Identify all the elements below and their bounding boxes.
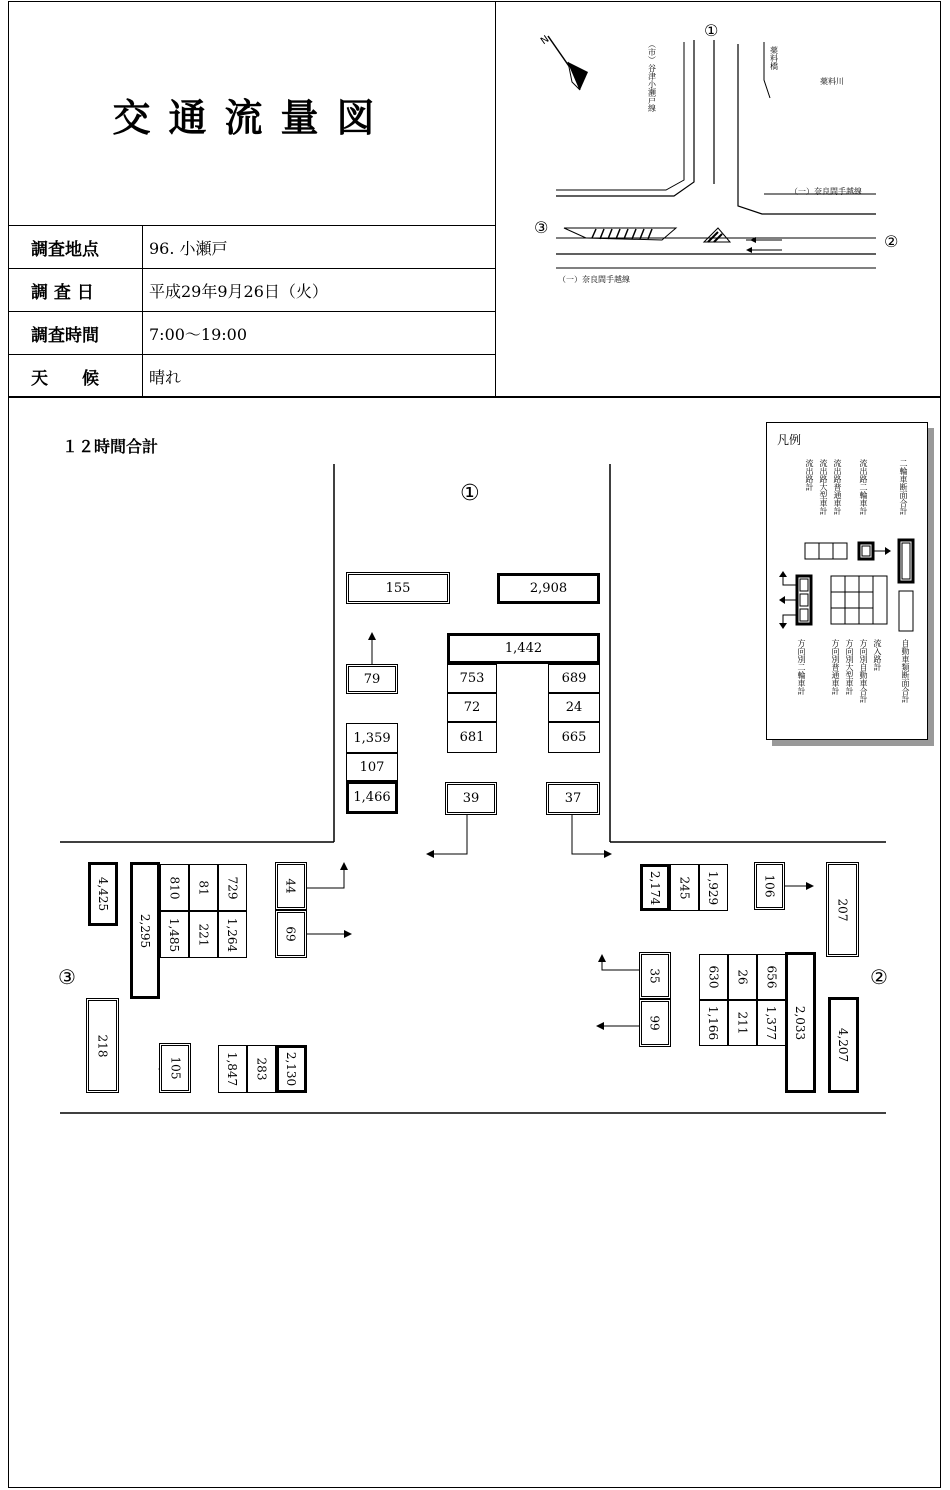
n1-in-total: 1,442 [447,633,600,664]
info-value: 7:00～19:00 [149,325,248,344]
n2-in-cell: 26 [728,954,757,1000]
n2-in-cell: 211 [728,1000,757,1046]
info-label: 天 候 [9,355,143,398]
n2-out-cell: 2,174 [640,864,670,911]
n3-cross-moto: 218 [86,998,119,1093]
legend-label: 流出路大型車計 [819,459,828,515]
north-label: N [538,33,552,48]
info-label: 調査地点 [9,226,143,269]
n2-in-cell: 656 [757,954,786,1000]
section-title: １２時間合計 [62,437,159,456]
n3-in-cell: 221 [189,911,218,958]
legend-label: 方向別大型車計 [845,639,854,695]
legend-label: 流出路計 [805,459,814,491]
legend-label: 方向別自動車合計 [859,639,868,703]
n2-out-cell: 1,929 [699,864,728,911]
n3-in-cell: 729 [218,864,247,911]
n3-in-cell: 1,485 [160,911,189,958]
marker-1-diagram: ① [460,481,480,506]
n1-left-cell: 753 [447,664,497,693]
legend-label: 方向別普通車計 [831,639,840,695]
n3-in-cell: 81 [189,864,218,911]
legend-label: 流出路二輪車計 [859,459,868,515]
marker-2-diagram: ② [870,965,888,989]
n1-right-cell: 24 [548,693,600,722]
legend-title: 凡例 [777,433,802,447]
n3-moto-right: 69 [275,910,307,958]
legend-label: 方向別二輪車計 [797,639,806,695]
n3-in-cell: 810 [160,864,189,911]
n2-cross-total: 4,207 [828,997,859,1093]
n2-in-cell: 1,166 [699,1000,728,1046]
info-value: 晴れ [149,368,182,387]
n1-left-cell: 681 [447,722,497,753]
legend-label: 自動車類断面合計 [901,639,910,703]
n1-moto-right: 37 [546,782,600,815]
n3-cross-total: 4,425 [88,862,118,926]
n1-moto-left: 39 [445,782,497,815]
n1-left-cell: 72 [447,693,497,722]
legend [766,422,928,740]
page-title: 交通流量図 [112,95,393,140]
legend-label: 二輪車断面合計 [899,459,908,515]
n2-out-cell: 245 [670,864,699,911]
legend-label: 流入路計 [873,639,882,671]
info-label: 調 査 日 [9,269,143,312]
n1-cross-total: 2,908 [497,573,600,604]
info-label: 調査時間 [9,312,143,355]
n3-moto-up: 44 [275,862,307,910]
n3-in-total: 2,295 [130,862,160,999]
bridge-label: 薬料橋 [769,46,779,70]
n1-right-cell: 665 [548,722,600,753]
info-value: 平成29年9月26日（火） [149,282,328,301]
marker-2-map: ② [884,232,899,251]
n1-out-cell: 107 [346,753,398,781]
n3-moto-left: 105 [159,1043,191,1093]
marker-1-map: ① [704,21,719,40]
road-pref-left-label: （一）奈良間手越線 [558,275,630,284]
n2-cross-moto: 207 [826,862,859,957]
marker-3-diagram: ③ [58,965,76,989]
n1-out-cell: 1,359 [346,723,398,753]
n3-out-cell: 1,847 [218,1045,247,1093]
n1-out-cell: 1,466 [346,781,398,814]
n1-out-total: 155 [346,572,450,604]
info-value: 96. 小瀬戸 [149,239,228,258]
marker-3-map: ③ [534,218,549,237]
n2-in-cell: 1,377 [757,1000,786,1046]
n2-moto-up: 35 [639,952,671,999]
road-pref-right-label: （一）奈良間手越線 [790,187,862,196]
n2-moto-out: 106 [754,862,785,910]
n3-in-cell: 1,264 [218,911,247,958]
n1-right-cell: 689 [548,664,600,693]
n1-moto-up: 79 [346,664,398,694]
n3-out-cell: 2,130 [276,1045,307,1093]
river-label: 薬料川 [820,77,844,86]
road-city-label: （市）谷津小瀬戸線 [647,40,657,112]
legend-label: 流出路普通車計 [833,459,842,515]
n2-in-total: 2,033 [785,952,816,1093]
n3-out-cell: 283 [247,1045,276,1093]
n2-in-cell: 630 [699,954,728,1000]
n2-moto-left: 99 [639,999,671,1047]
